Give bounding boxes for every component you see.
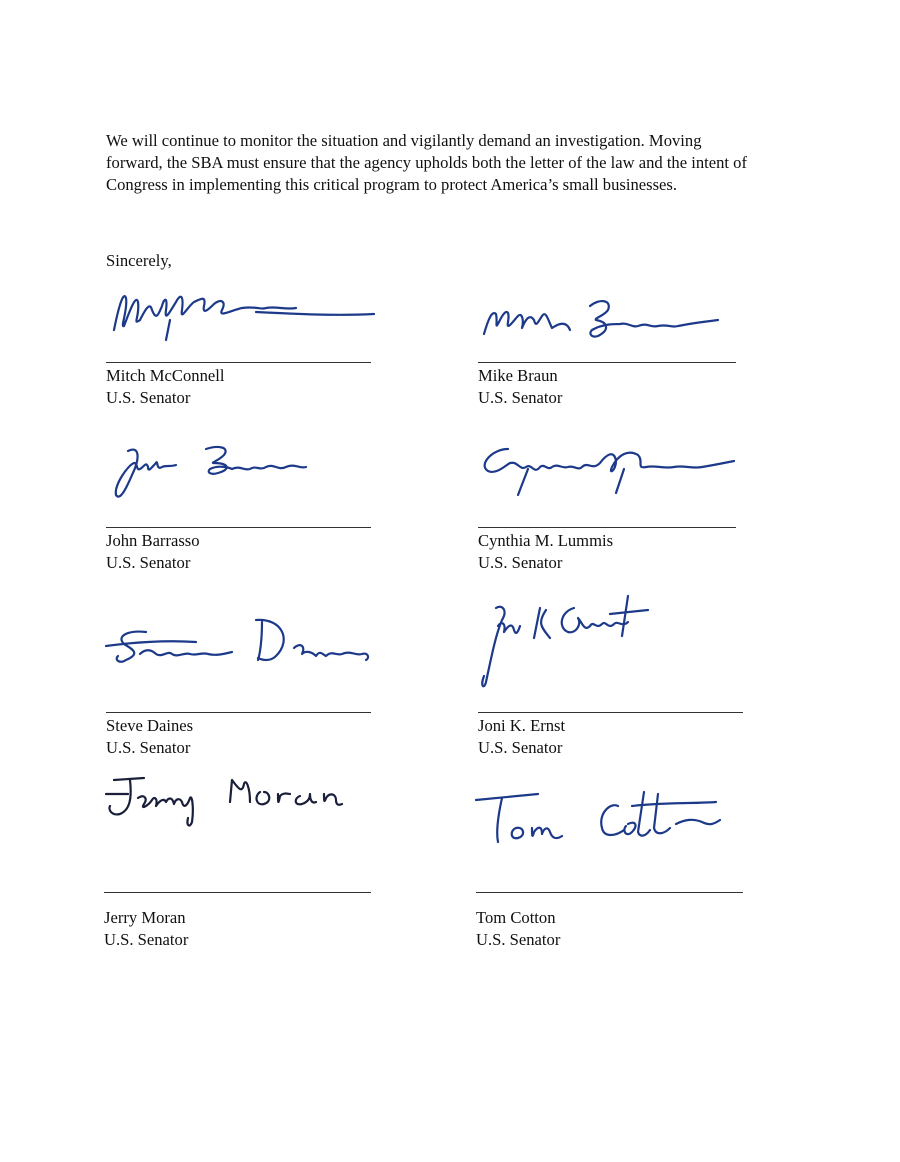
closing: Sincerely, (106, 251, 172, 270)
signature-block-lummis (478, 445, 758, 575)
signatory-name: Joni K. Ernst (478, 716, 566, 735)
body-line: Congress in implementing this critical program to protect America’s small businesses. (106, 175, 677, 194)
signature-line (478, 362, 736, 363)
signature-block-moran (104, 808, 384, 958)
signature-cynthia-lummis (478, 445, 758, 525)
signature-mike-braun (478, 280, 758, 360)
signatory-name: Mike Braun (478, 366, 558, 385)
signature-jerry-moran (104, 808, 384, 888)
signatory-name: Cynthia M. Lummis (478, 531, 614, 550)
signatory-title: U.S. Senator (478, 388, 563, 407)
signatory-title: U.S. Senator (104, 930, 189, 949)
signature-line (106, 362, 371, 363)
signature-line (478, 527, 736, 528)
signature-line (106, 712, 371, 713)
signatory-title: U.S. Senator (476, 930, 561, 949)
signature-block-daines (106, 630, 386, 760)
signatory-title: U.S. Senator (106, 738, 191, 757)
signature-line (106, 527, 371, 528)
signatory-title: U.S. Senator (478, 553, 563, 572)
signature-line (104, 892, 371, 893)
signatory-name: Tom Cotton (476, 908, 556, 927)
signature-tom-cotton (476, 808, 756, 888)
signature-john-barrasso (106, 445, 386, 525)
body-line: We will continue to monitor the situation and vigilantly demand an investigation. Moving (106, 131, 702, 150)
signatory-name: Jerry Moran (104, 908, 186, 927)
signature-line (476, 892, 743, 893)
signature-block-cotton (476, 808, 756, 958)
signatory-title: U.S. Senator (106, 553, 191, 572)
signatory-title: U.S. Senator (478, 738, 563, 757)
signature-block-braun (478, 280, 758, 410)
signatory-name: Steve Daines (106, 716, 194, 735)
signature-steve-daines (106, 630, 386, 710)
signature-mitch-mcconnell (106, 280, 386, 360)
signature-block-barrasso (106, 445, 386, 575)
signature-line (478, 712, 743, 713)
signature-block-mcconnell (106, 280, 386, 410)
signatory-name: John Barrasso (106, 531, 200, 550)
signatory-name: Mitch McConnell (106, 366, 225, 385)
signatory-title: U.S. Senator (106, 388, 191, 407)
signature-joni-ernst (478, 630, 758, 710)
body-line: forward, the SBA must ensure that the agency upholds both the letter of the law and the intent of (106, 153, 748, 172)
signature-block-ernst (478, 630, 758, 760)
letter-body (106, 130, 806, 196)
